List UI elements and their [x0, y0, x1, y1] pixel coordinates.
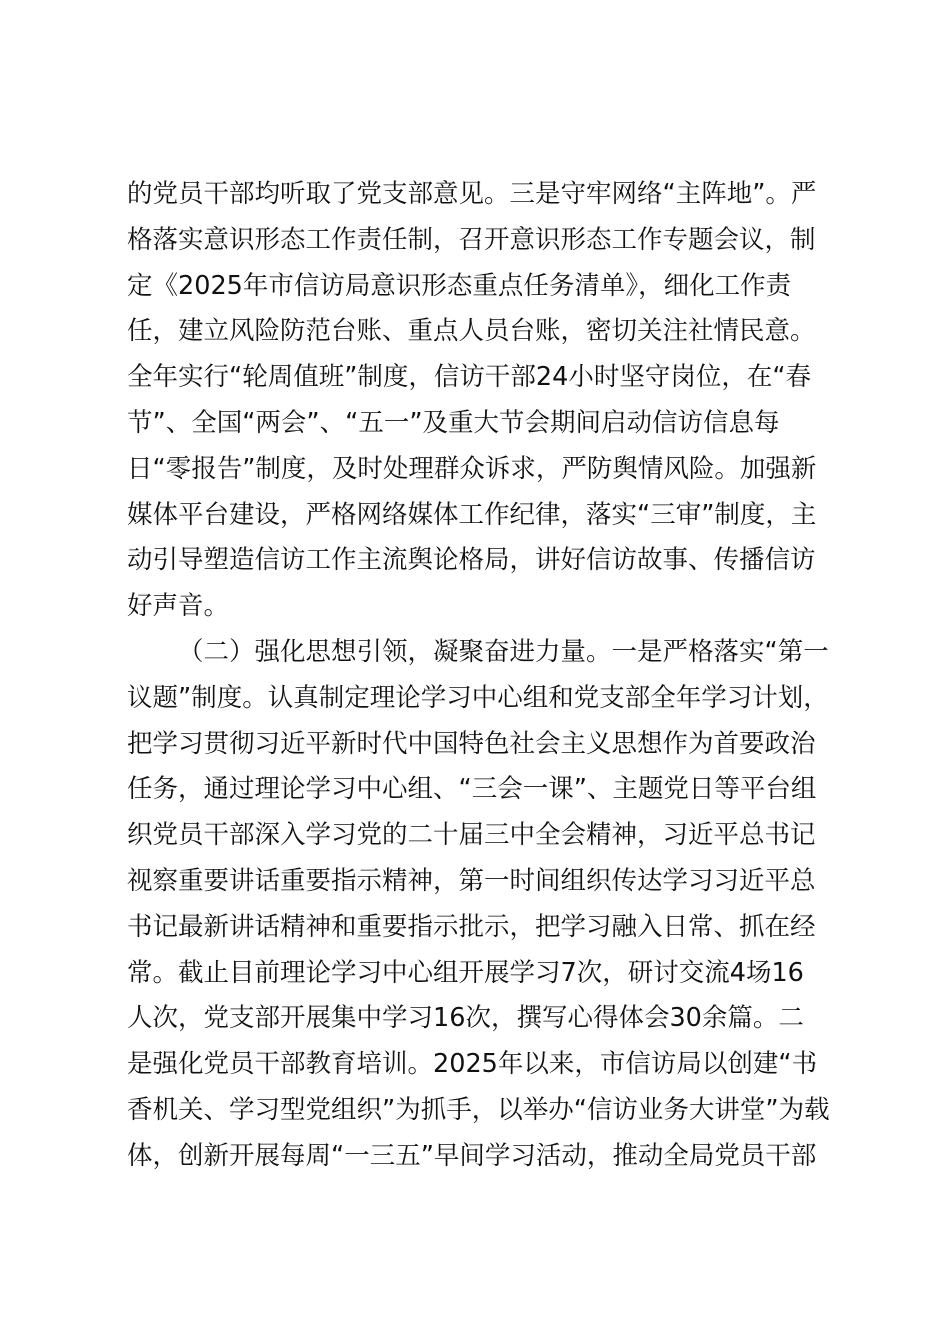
text-line: 视察重要讲话重要指示精神，第一时间组织传达学习习近平总 — [127, 865, 816, 896]
text-line: 书记最新讲话精神和重要指示批示，把学习融入日常、抓在经 — [127, 911, 816, 942]
text-line: 是强化党员干部教育培训。2025年以来，市信访局以创建“书 — [127, 1049, 818, 1080]
text-line: 好声音。 — [127, 591, 230, 622]
text-line: 动引导塑造信访工作主流舆论格局，讲好信访故事、传播信访 — [127, 545, 816, 576]
text-line: 把学习贯彻习近平新时代中国特色社会主义思想作为首要政治 — [127, 728, 816, 759]
text-line: 全年实行“轮周值班”制度，信访干部24小时坚守岗位，在“春 — [127, 362, 812, 393]
text-line: 织党员干部深入学习党的二十届三中全会精神，习近平总书记 — [127, 820, 816, 851]
text-line: 任务，通过理论学习中心组、“三会一课”、主题党日等平台组 — [127, 774, 817, 805]
text-line: 定《2025年市信访局意识形态重点任务清单》，细化工作责 — [127, 270, 792, 301]
text-line: 媒体平台建设，严格网络媒体工作纪律，落实“三审”制度，主 — [127, 499, 817, 530]
text-line: 日“零报告”制度，及时处理群众诉求，严防舆情风险。加强新 — [127, 453, 817, 484]
text-line: 人次，党支部开展集中学习16次，撰写心得体会30余篇。二 — [127, 1003, 804, 1034]
body-text — [127, 172, 837, 1180]
text-line: 的党员干部均听取了党支部意见。三是守牢网络“主阵地”。严 — [127, 179, 817, 209]
text-line: 常。截止目前理论学习中心组开展学习7次，研讨交流4场16 — [127, 957, 804, 988]
paragraph-first-line: （二）强化思想引领，凝聚奋进力量。一是严格落实“第一 — [178, 636, 829, 667]
text-line: 议题”制度。认真制定理论学习中心组和党支部全年学习计划， — [127, 682, 829, 713]
text-line: 任，建立风险防范台账、重点人员台账，密切关注社情民意。 — [127, 316, 816, 347]
text-line: 体，创新开展每周“一三五”早间学习活动，推动全局党员干部 — [127, 1140, 817, 1171]
text-line: 节”、全国“两会”、“五一”及重大节会期间启动信访信息每 — [127, 407, 780, 438]
text-line: 格落实意识形态工作责任制，召开意识形态工作专题会议，制 — [127, 224, 816, 255]
text-line: 香机关、学习型党组织”为抓手，以举办“信访业务大讲堂”为载 — [127, 1094, 830, 1125]
